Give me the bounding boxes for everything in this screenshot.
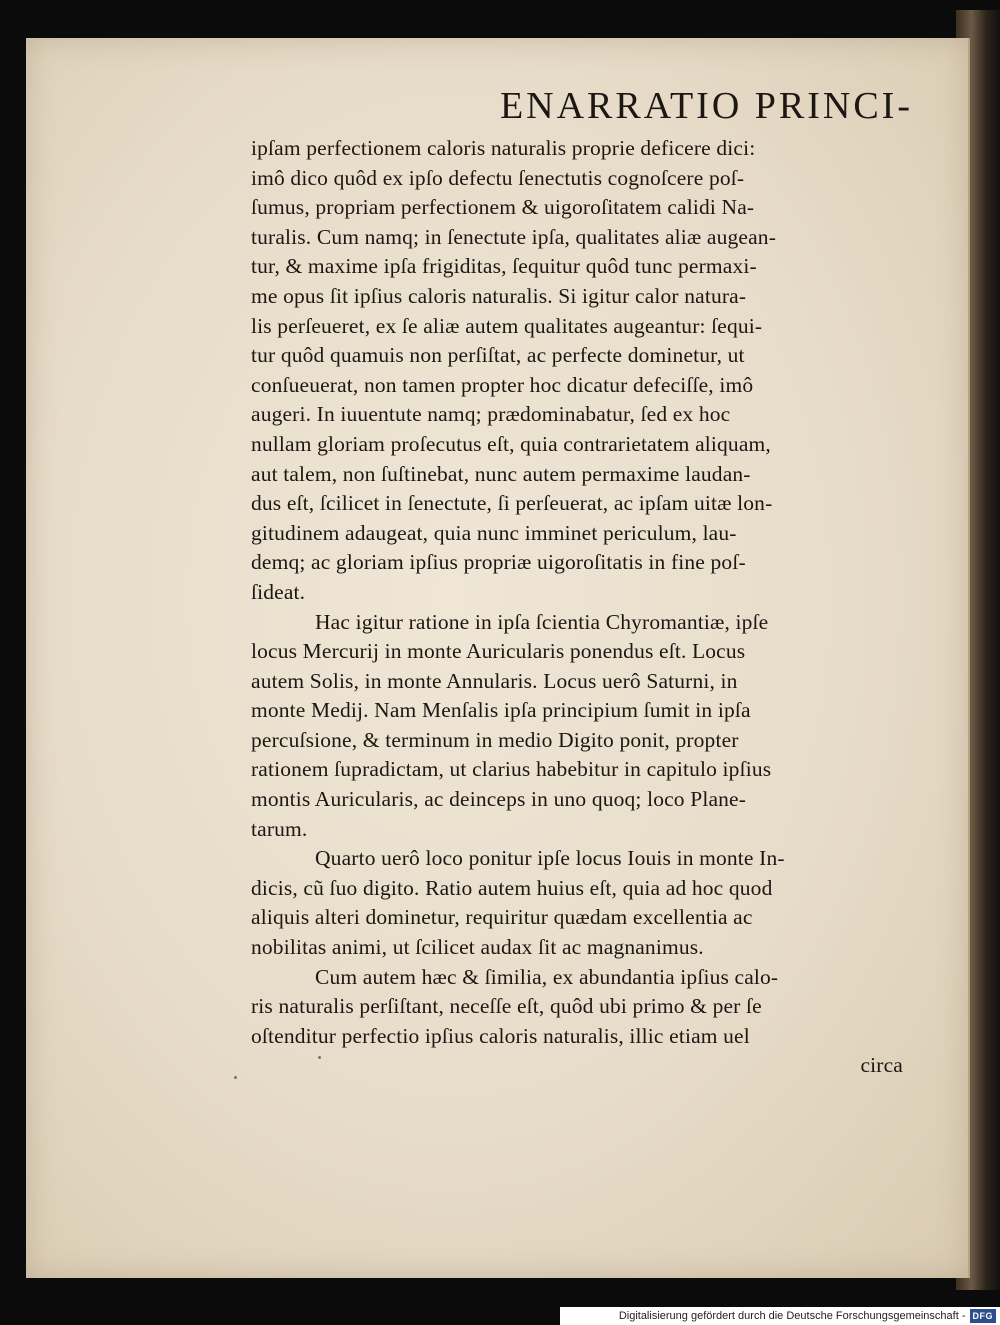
text-line: aut talem, non ſuſtinebat, nunc autem permaxime laudan- (251, 461, 751, 486)
text-line: Quarto uerô loco ponitur ipſe locus Iouis in monte In- (315, 846, 785, 871)
text-line: me opus ſit ipſius caloris naturalis. Si igitur calor natura- (251, 283, 747, 308)
text-line: Cum autem hæc & ſimilia, ex abundantia ipſius calo- (315, 964, 779, 989)
text-line: lis perſeueret, ex ſe aliæ autem qualitates augeantur: ſequi- (251, 313, 763, 338)
text-line: nullam gloriam proſecutus eſt, quia contrarietatem aliquam, (251, 431, 771, 456)
text-line: tur quôd quamuis non perſiſtat, ac perfecte dominetur, ut (251, 343, 745, 368)
text-line: percuſsione, & terminum in medio Digito ponit, propter (251, 727, 739, 752)
catchword: circa (860, 1053, 903, 1078)
text-line: locus Mercurij in monte Auricularis ponendus eſt. Locus (251, 639, 746, 664)
text-line: aliquis alteri dominetur, requiritur quædam excellentia ac (251, 905, 753, 930)
body-text (251, 134, 951, 1051)
text-line: autem Solis, in monte Annularis. Locus uerô Saturni, in (251, 668, 738, 693)
text-line: dus eſt, ſcilicet in ſenectute, ſi perſeuerat, ac ipſam uitæ lon- (251, 491, 773, 516)
footer-credit: Digitalisierung gefördert durch die Deutsche Forschungsgemeinschaft - (618, 1310, 966, 1322)
text-line: rationem ſupradictam, ut clarius habebitur in capitulo ipſius (251, 757, 772, 782)
text-line: montis Auricularis, ac deinceps in uno quoq; loco Plane- (251, 787, 747, 812)
dfg-logo: DFG (970, 1309, 997, 1323)
paper-speck (234, 1076, 237, 1079)
text-line: Hac igitur ratione in ipſa ſcientia Chyromantiæ, ipſe (315, 609, 769, 634)
text-line: ſumus, propriam perfectionem & uigoroſitatem calidi Na- (251, 195, 755, 220)
running-head: ENARRATIO PRINCI- (499, 85, 913, 127)
text-line: augeri. In iuuentute namq; prædominabatur, ſed ex hoc (251, 402, 731, 427)
text-line: ipſam perfectionem caloris naturalis proprie deficere dici: (251, 136, 756, 160)
text-line: demq; ac gloriam ipſius propriæ uigoroſitatis in fine poſ- (251, 550, 746, 575)
digitization-footer (560, 1307, 1000, 1325)
text-line: monte Medij. Nam Menſalis ipſa principium ſumit in ipſa (251, 698, 751, 723)
text-line: tarum. (251, 816, 308, 841)
text-line: dicis, cũ ſuo digito. Ratio autem huius eſt, quia ad hoc quod (251, 875, 773, 900)
text-line: oſtenditur perfectio ipſius caloris naturalis, illic etiam uel (251, 1023, 750, 1048)
text-line: tur, & maxime ipſa frigiditas, ſequitur quôd tunc permaxi- (251, 254, 757, 279)
book-page (26, 38, 970, 1278)
text-line: conſueuerat, non tamen propter hoc dicatur defeciſſe, imô (251, 372, 754, 397)
text-line: nobilitas animi, ut ſcilicet audax ſit ac magnanimus. (251, 935, 704, 960)
page-content (251, 78, 951, 1081)
text-line: ris naturalis perſiſtant, neceſſe eſt, quôd ubi primo & per ſe (251, 994, 762, 1019)
text-line: imô dico quôd ex ipſo defectu ſenectutis cognoſcere poſ- (251, 165, 745, 190)
text-line: turalis. Cum namq; in ſenectute ipſa, qualitates aliæ augean- (251, 224, 777, 249)
text-line: gitudinem adaugeat, quia nunc imminet periculum, lau- (251, 520, 737, 545)
text-line: ſideat. (251, 579, 306, 604)
